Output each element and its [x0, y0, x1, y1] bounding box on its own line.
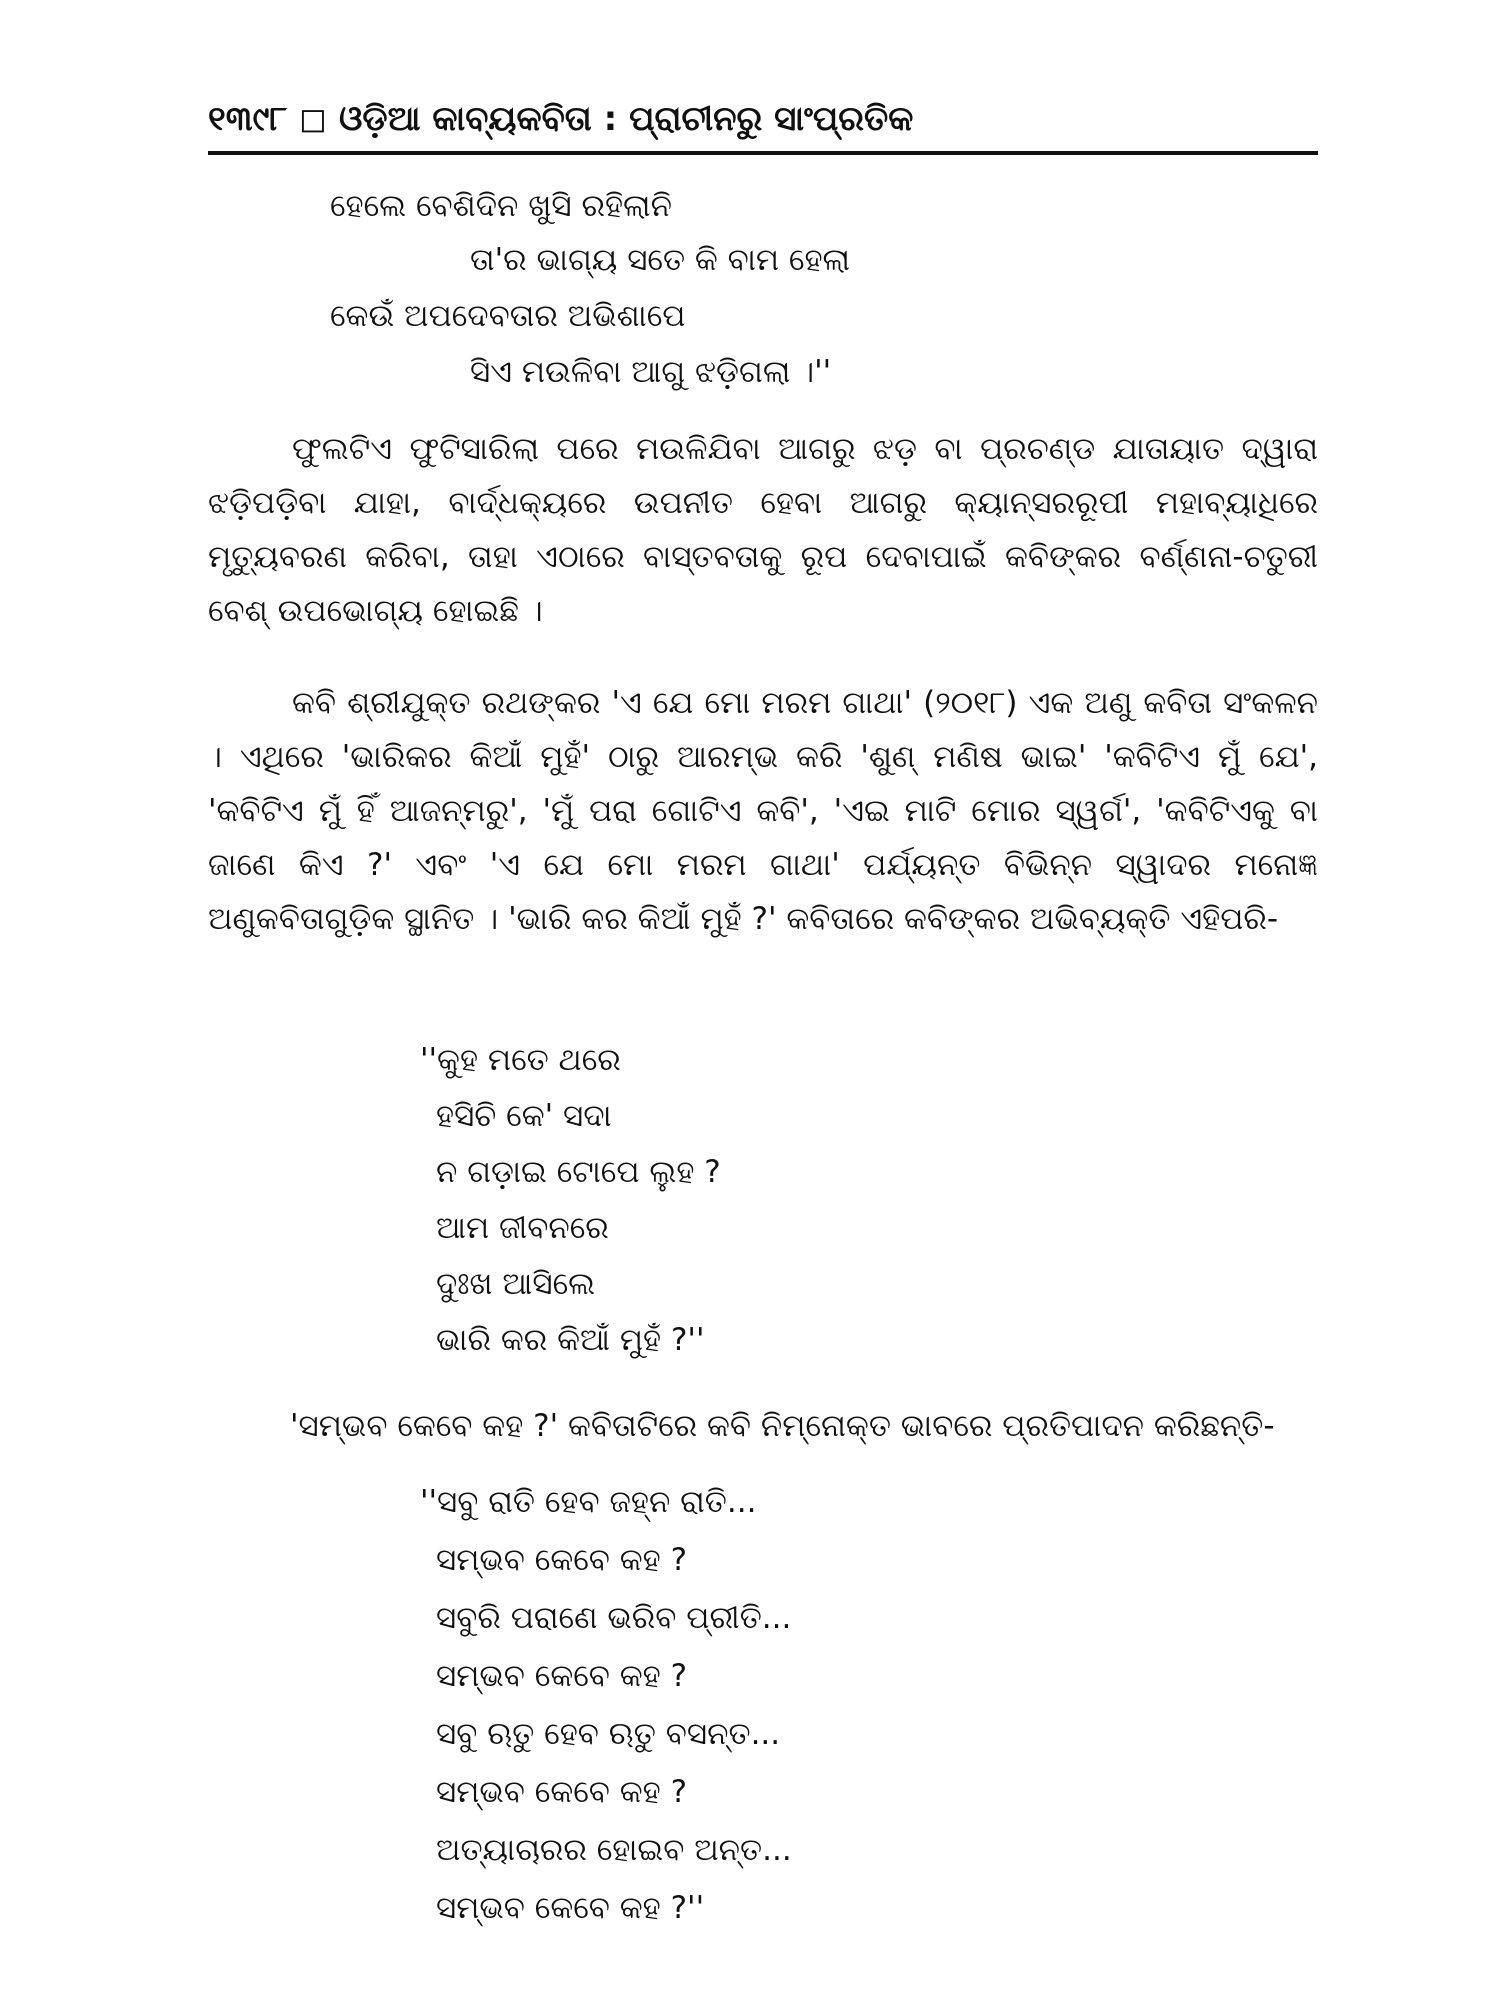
verse-line: ଦୁଃଖ ଆସିଲେ [436, 1266, 596, 1302]
body-paragraph: ଫୁଲଟିଏ ଫୁଟିସାରିଲା ପରେ ମଉଳିଯିବା ଆଗରୁ ଝଡ଼ ବା ପ୍ରଚଣ୍ଡ ଯାତାୟାତ ଦ୍ୱାରା ଝଡ଼ିପଡ଼ିବା ଯାହା, ବାର୍ଦ୍ଧକ୍ୟରେ ଉପନୀତ ହେବା ଆଗରୁ କ୍ୟାନ୍‌ସରରୂପୀ ମହାବ୍ୟାଧିରେ ମୃତ୍ୟୁବରଣ କରିବା, ତାହା ଏଠାରେ ବାସ୍ତବତାକୁ ରୂପ ଦେବାପାଇଁ କବିଙ୍କର ବର୍ଣ୍ଣନା-ଚତୁରୀ ବେଶ୍ ଉପଭୋଗ୍ୟ ହୋଇଛି । [208, 431, 1318, 629]
header-rule [208, 151, 1318, 155]
verse-line: ସମ୍ଭବ କେବେ କହ ?'' [436, 1890, 705, 1926]
verse-line: ହସିଚି କେ' ସଦା [436, 1098, 612, 1134]
page-header: ୧୩୯୮ ◻ ଓଡ଼ିଆ କାବ୍ୟକବିତା : ପ୍ରାଚୀନରୁ ସାଂପ୍ରତିକ [208, 99, 914, 139]
verse-line: ସବୁ ଋତୁ ହେବ ଋତୁ ବସନ୍ତ... [436, 1716, 781, 1752]
verse-line: ସମ୍ଭବ କେବେ କହ ? [436, 1658, 688, 1694]
body-paragraph: କବି ଶ୍ରୀଯୁକ୍ତ ରଥଙ୍କର 'ଏ ଯେ ମୋ ମରମ ଗାଥା' (୨୦୧୮) ଏକ ଅଣୁ କବିତା ସଂକଳନ । ଏଥିରେ 'ଭାରିକର କିଆଁ ମୁହଁ' ଠାରୁ ଆରମ୍ଭ କରି 'ଶୁଣ୍ ମଣିଷ ଭାଇ' 'କବିଟିଏ ମୁଁ ଯେ', 'କବିଟିଏ ମୁଁ ହିଁ ଆଜନ୍ମରୁ', 'ମୁଁ ପରା ଗୋଟିଏ କବି', 'ଏଇ ମାଟି ମୋର ସ୍ୱର୍ଗ', 'କବିଟିଏକୁ ବା ଜାଣେ କିଏ ?' ଏବଂ 'ଏ ଯେ ମୋ ମରମ ଗାଥା' ପର୍ଯ୍ୟନ୍ତ ବିଭିନ୍ନ ସ୍ୱାଦର ମନୋଜ୍ଞ ଅଣୁକବିତାଗୁଡ଼ିକ ସ୍ଥାନିତ । 'ଭାରି କର କିଆଁ ମୁହଁ ?' କବିତାରେ କବିଙ୍କର ଅଭିବ୍ୟକ୍ତି ଏହିପରି- [208, 685, 1318, 937]
verse-line: ସିଏ ମଉଳିବା ଆଗୁ ଝଡ଼ିଗଲା ।'' [470, 354, 832, 390]
verse-line: ତା'ର ଭାଗ୍ୟ ସତେ କି ବାମ ହେଲା [470, 242, 851, 278]
verse-line: ସବୁରି ପରାଣେ ଭରିବ ପ୍ରୀତି... [436, 1600, 792, 1636]
verse-line: ଆମ ଜୀବନରେ [436, 1210, 609, 1246]
body-line: 'ସମ୍ଭବ କେବେ କହ ?' କବିତାଟିରେ କବି ନିମ୍ନୋକ୍ତ ଭାବରେ ପ୍ରତିପାଦନ କରିଛନ୍ତି- [290, 1408, 1275, 1444]
verse-line: ''କୁହ ମତେ ଥରେ [420, 1042, 621, 1078]
verse-line: ସମ୍ଭବ କେବେ କହ ? [436, 1774, 688, 1810]
verse-line: ନ ଗଡ଼ାଇ ଟୋପେ ଲୁହ ? [436, 1154, 721, 1190]
verse-line: କେଉଁ ଅପଦେବତାର ଅଭିଶାପେ [330, 298, 686, 334]
verse-line: ହେଲେ ବେଶିଦିନ ଖୁସି ରହିଲାନି [330, 188, 672, 224]
verse-line: ଭାରି କର କିଆଁ ମୁହଁ ?'' [436, 1322, 705, 1358]
verse-line: ସମ୍ଭବ କେବେ କହ ? [436, 1542, 688, 1578]
verse-line: ଅତ୍ୟାଚାରର ହୋଇବ ଅନ୍ତ... [436, 1832, 792, 1868]
verse-line: ''ସବୁ ରାତି ହେବ ଜହ୍ନ ରାତି... [420, 1484, 757, 1520]
